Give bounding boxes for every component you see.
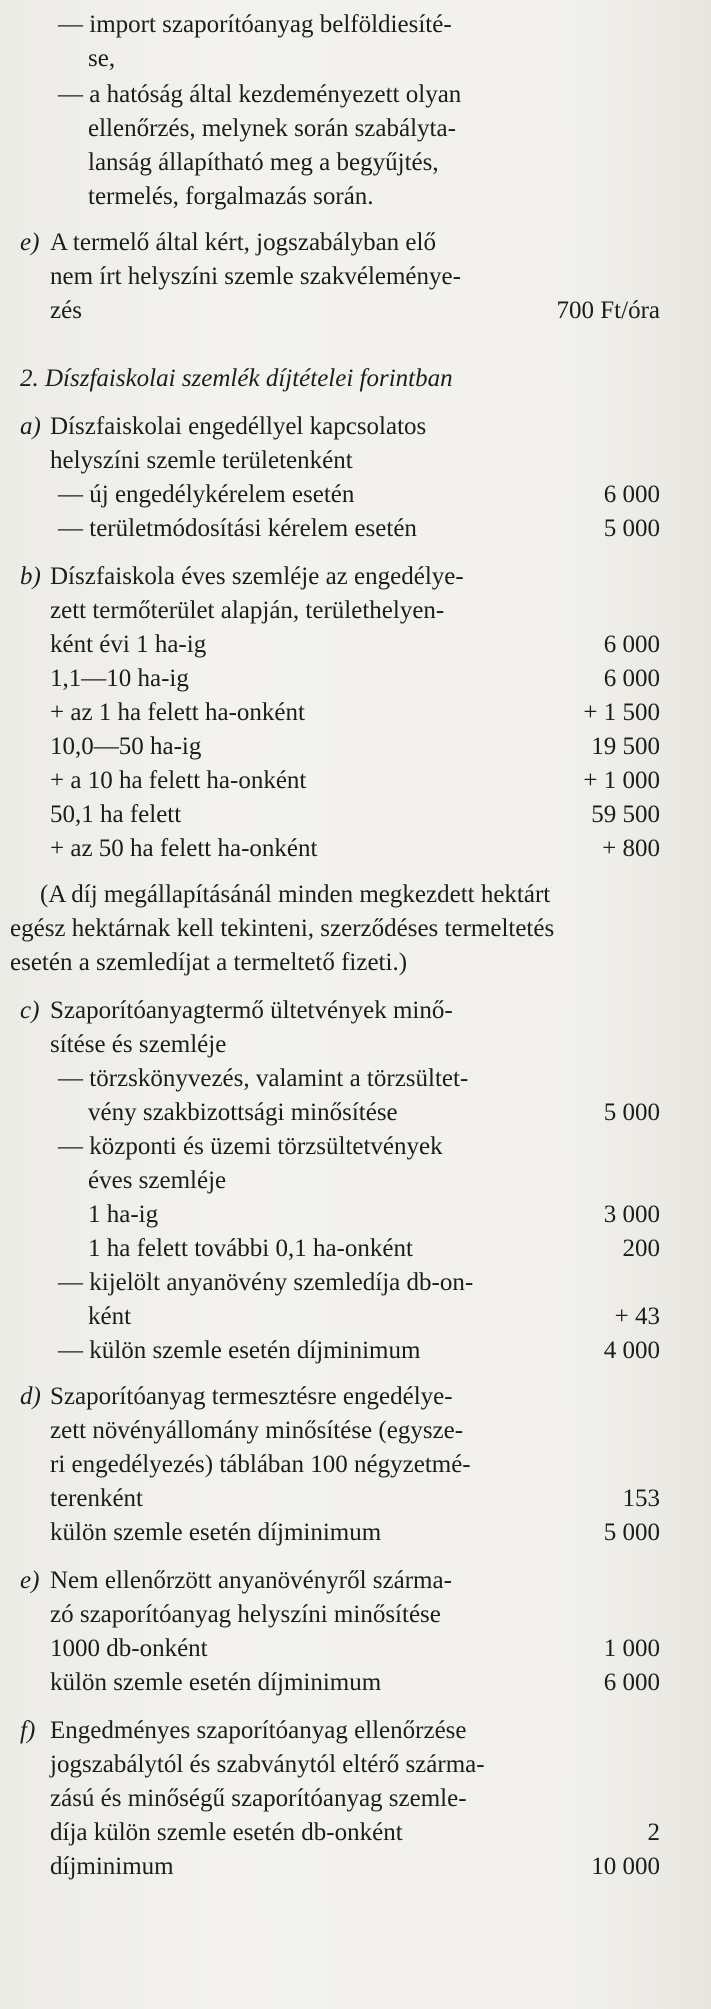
text-line bbox=[20, 798, 660, 832]
line-text: — kijelölt anyanövény szemledíja db-on- bbox=[58, 1269, 474, 1296]
fee-value: 5 000 bbox=[603, 515, 660, 542]
fee-value: 5 000 bbox=[603, 1519, 660, 1546]
text-line bbox=[20, 730, 660, 764]
text-line bbox=[20, 1414, 660, 1448]
fee-value: + 1 500 bbox=[583, 699, 660, 726]
line-text: Szaporítóanyag termesztésre engedélye- bbox=[50, 1383, 453, 1410]
text-line bbox=[10, 912, 660, 946]
text-line bbox=[20, 1232, 660, 1266]
line-text: vény szakbizottsági minősítése bbox=[88, 1099, 398, 1126]
text-line bbox=[20, 1516, 660, 1550]
text-line bbox=[20, 1198, 660, 1232]
text-line bbox=[20, 1062, 660, 1096]
fee-value: + 1 000 bbox=[583, 767, 660, 794]
line-text: nem írt helyszíni szemle szakvéleménye- bbox=[50, 263, 461, 290]
line-text: se, bbox=[88, 45, 116, 72]
line-text: egész hektárnak kell tekinteni, szerződéses termeltetés bbox=[10, 915, 555, 942]
line-text: Szaporítóanyagtermő ültetvények minő- bbox=[50, 997, 453, 1024]
item-label: e) bbox=[20, 229, 40, 256]
line-text: zó szaporítóanyag helyszíni minősítése bbox=[50, 1601, 441, 1628]
line-text: A termelő által kért, jogszabályban elő bbox=[50, 229, 436, 256]
fee-value: 4 000 bbox=[603, 1337, 660, 1364]
fee-value: 3 000 bbox=[603, 1201, 660, 1228]
line-text: esetén a szemledíjat a termeltető fizeti.) bbox=[10, 949, 408, 976]
text-line bbox=[20, 1130, 660, 1164]
fee-value: 153 bbox=[622, 1485, 660, 1512]
text-line bbox=[20, 764, 660, 798]
line-text: ri engedélyezés) táblában 100 négyzetmé- bbox=[50, 1451, 471, 1478]
line-text: helyszíni szemle területenként bbox=[50, 447, 353, 474]
fee-value: 19 500 bbox=[591, 733, 660, 760]
text-line bbox=[20, 832, 660, 866]
line-text: + a 10 ha felett ha-onként bbox=[50, 767, 307, 794]
line-text: — törzskönyvezés, valamint a törzsültet- bbox=[58, 1065, 469, 1092]
line-text: — a hatóság által kezdeményezett olyan bbox=[58, 81, 462, 108]
line-text: zett növényállomány minősítése (egysze- bbox=[50, 1417, 464, 1444]
line-text: lanság állapítható meg a begyűjtés, bbox=[88, 149, 439, 176]
line-text: ként évi 1 ha-ig bbox=[50, 631, 207, 658]
line-text: — területmódosítási kérelem esetén bbox=[58, 515, 417, 542]
text-line bbox=[20, 1714, 660, 1748]
text-line bbox=[20, 444, 660, 478]
line-text: sítése és szemléje bbox=[50, 1031, 227, 1058]
text-line bbox=[20, 1748, 660, 1782]
text-line bbox=[20, 1782, 660, 1816]
text-line bbox=[20, 594, 660, 628]
line-text: Díszfaiskolai engedéllyel kapcsolatos bbox=[50, 413, 427, 440]
line-text: 1 ha-ig bbox=[88, 1201, 159, 1228]
line-text: — külön szemle esetén díjminimum bbox=[58, 1337, 421, 1364]
fee-value: 1 000 bbox=[603, 1635, 660, 1662]
text-line bbox=[20, 78, 660, 112]
text-line bbox=[20, 1164, 660, 1198]
text-line bbox=[20, 560, 660, 594]
line-text: külön szemle esetén díjminimum bbox=[50, 1669, 382, 1696]
line-text: zású és minőségű szaporítóanyag szemle- bbox=[50, 1785, 467, 1812]
line-text: 50,1 ha felett bbox=[50, 801, 182, 828]
fee-value: + 43 bbox=[614, 1303, 660, 1330]
line-text: — központi és üzemi törzsültetvények bbox=[58, 1133, 443, 1160]
fee-value: 700 Ft/óra bbox=[556, 297, 660, 324]
text-line bbox=[20, 512, 660, 546]
text-line bbox=[20, 1448, 660, 1482]
text-line bbox=[20, 1632, 660, 1666]
item-label: e) bbox=[20, 1567, 40, 1594]
fee-value: 59 500 bbox=[591, 801, 660, 828]
text-line bbox=[20, 226, 660, 260]
text-line bbox=[20, 878, 660, 912]
text-line bbox=[20, 1380, 660, 1414]
fee-value: 6 000 bbox=[603, 1669, 660, 1696]
line-text: 1000 db-onként bbox=[50, 1635, 208, 1662]
line-text: 1 ha felett további 0,1 ha-onként bbox=[88, 1235, 413, 1262]
text-line bbox=[20, 8, 660, 42]
fee-value: 200 bbox=[622, 1235, 660, 1262]
text-line bbox=[20, 42, 660, 76]
text-line bbox=[20, 1598, 660, 1632]
text-line bbox=[20, 1850, 660, 1884]
text-line bbox=[20, 1028, 660, 1062]
line-text: ként bbox=[88, 1303, 132, 1330]
text-line bbox=[20, 260, 660, 294]
line-text: termelés, forgalmazás során. bbox=[88, 183, 374, 210]
line-text: Nem ellenőrzött anyanövényről szárma- bbox=[50, 1567, 452, 1594]
line-text: zés bbox=[50, 297, 82, 324]
line-text: díja külön szemle esetén db-onként bbox=[50, 1819, 403, 1846]
line-text: Engedményes szaporítóanyag ellenőrzése bbox=[50, 1717, 467, 1744]
text-line bbox=[20, 1564, 660, 1598]
fee-value: 6 000 bbox=[603, 631, 660, 658]
line-text: — import szaporítóanyag belföldiesíté- bbox=[58, 11, 452, 38]
line-text: + az 50 ha felett ha-onként bbox=[50, 835, 318, 862]
text-line bbox=[20, 410, 660, 444]
text-line bbox=[20, 1266, 660, 1300]
text-line bbox=[20, 1482, 660, 1516]
line-text: 2. Díszfaiskolai szemlék díjtételei forintban bbox=[20, 365, 453, 392]
line-text: terenként bbox=[50, 1485, 144, 1512]
line-text: zett termőterület alapján, területhelyen- bbox=[50, 597, 445, 624]
line-text: díjminimum bbox=[50, 1853, 174, 1880]
line-text: 10,0—50 ha-ig bbox=[50, 733, 202, 760]
item-label: d) bbox=[20, 1383, 41, 1410]
fee-value: + 800 bbox=[602, 835, 660, 862]
text-line bbox=[20, 112, 660, 146]
fee-value: 5 000 bbox=[603, 1099, 660, 1126]
line-text: ellenőrzés, melynek során szabályta- bbox=[88, 115, 456, 142]
item-label: c) bbox=[20, 997, 40, 1024]
line-text: külön szemle esetén díjminimum bbox=[50, 1519, 382, 1546]
fee-value: 2 bbox=[647, 1819, 660, 1846]
line-text: + az 1 ha felett ha-onként bbox=[50, 699, 305, 726]
section-heading bbox=[20, 362, 660, 396]
line-text: 1,1—10 ha-ig bbox=[50, 665, 189, 692]
text-line bbox=[10, 946, 660, 980]
line-text: Díszfaiskola éves szemléje az engedélye- bbox=[50, 563, 464, 590]
line-text: — új engedélykérelem esetén bbox=[58, 481, 355, 508]
item-label: a) bbox=[20, 413, 41, 440]
item-label: f) bbox=[20, 1717, 36, 1744]
item-label: b) bbox=[20, 563, 41, 590]
fee-value: 10 000 bbox=[591, 1853, 660, 1880]
text-line bbox=[20, 1816, 660, 1850]
text-line bbox=[20, 180, 660, 214]
text-line bbox=[20, 696, 660, 730]
text-line bbox=[20, 294, 660, 328]
text-line bbox=[20, 662, 660, 696]
line-text: jogszabálytól és szabványtól eltérő szárma- bbox=[50, 1751, 485, 1778]
text-line bbox=[20, 994, 660, 1028]
text-line bbox=[20, 1300, 660, 1334]
text-line bbox=[20, 1334, 660, 1368]
text-line bbox=[20, 1666, 660, 1700]
text-line bbox=[20, 146, 660, 180]
text-line bbox=[20, 1096, 660, 1130]
text-line bbox=[20, 478, 660, 512]
line-text: éves szemléje bbox=[88, 1167, 227, 1194]
fee-value: 6 000 bbox=[603, 665, 660, 692]
text-line bbox=[20, 628, 660, 662]
line-text: (A díj megállapításánál minden megkezdett hektárt bbox=[40, 881, 551, 908]
fee-value: 6 000 bbox=[603, 481, 660, 508]
